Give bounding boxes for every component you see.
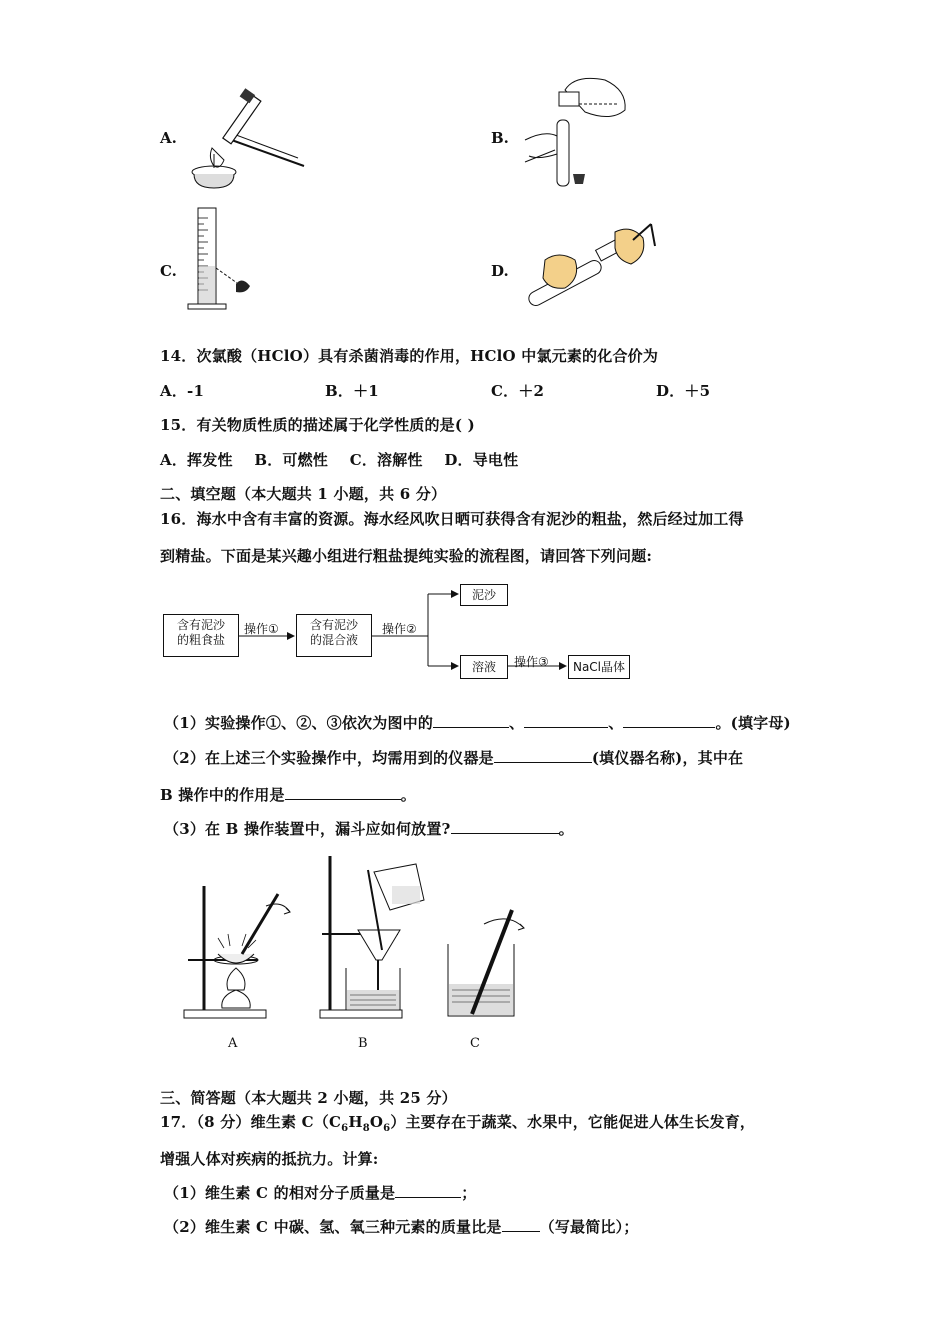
flow-box-crystal: NaCl晶体 [568,655,630,679]
q16-sub1 [164,712,791,733]
q17-sub-6a: 6 [341,1123,349,1134]
q16-sub2-blank-2[interactable] [285,785,401,800]
q15-stem: 15．有关物质性质的描述属于化学性质的是( ) [160,416,475,434]
q17-line1-a: 17．（8 分）维生素 C（C [160,1113,342,1131]
q16-sub1-blank-2[interactable] [524,713,608,728]
q16-sub1-sep-1: 、 [509,714,525,732]
q17-o: O [369,1113,384,1131]
q17-sub1-end: ； [461,1184,477,1202]
q17-sub2-blank[interactable] [502,1217,540,1232]
q17-line-1 [160,1111,755,1134]
apparatus-a-evaporation [184,886,290,1018]
q17-line-2: 增强人体对疾病的抵抗力。计算: [160,1150,379,1168]
q16-line-2: 到精盐。下面是某兴趣小组进行粗盐提纯实验的流程图，请回答下列问题: [160,547,653,565]
fig-label-a: A [228,1036,238,1051]
apparatus-c-stirring [448,910,524,1016]
q16-line-1: 16．海水中含有丰富的资源。海水经风吹日晒可获得含有泥沙的粗盐，然后经过加工得 [160,510,744,528]
q17-line1-b: ）主要存在于蔬菜、水果中，它能促进人体生长发育， [390,1113,756,1131]
q16-sub2-blank-1[interactable] [494,748,592,763]
q16-sub1-blank-3[interactable] [623,713,715,728]
option-d-label: D. [491,262,509,280]
flow-op3-label: 操作③ [514,655,549,669]
q16-sub3-blank[interactable] [451,819,559,834]
flow-op1-label: 操作① [244,622,279,636]
flow-box-sand: 泥沙 [460,584,508,606]
q16-sub3-text: （3）在 B 操作装置中，漏斗应如何放置? [164,820,451,838]
section-2-heading: 二、填空题（本大题共 1 小题，共 6 分） [160,485,447,503]
q16-sub2-text-b: (填仪器名称)，其中在 [591,749,744,767]
q16-sub1-sep-2: 、 [608,714,624,732]
apparatus-b-filtration [320,856,424,1018]
q17-sub2-end: （写最简比）； [539,1218,639,1236]
q17-sub-8: 8 [362,1123,370,1134]
q16-sub2-end: 。 [400,786,416,804]
q16-sub2-text: （2）在上述三个实验操作中，均需用到的仪器是 [164,749,494,767]
option-a-label: A. [160,129,177,147]
q17-sub2 [164,1216,639,1237]
q14-option-c: C．＋2 [491,382,545,400]
q16-sub1-blank-1[interactable] [433,713,509,728]
flow-box-solution: 溶液 [460,655,508,679]
option-c-label: C. [160,262,177,280]
option-b-label: B. [491,129,509,147]
apparatus-figure [178,850,538,1030]
flow-box-crude-salt-line1: 含有泥沙 [176,618,225,632]
q14-option-d: D．＋5 [656,382,711,400]
flow-box-mixture-line1: 含有泥沙 [309,618,358,632]
q17-sub2-text: （2）维生素 C 中碳、氢、氧三种元素的质量比是 [164,1218,502,1236]
fig-label-c: C [470,1036,480,1051]
q16-sub3 [164,818,574,839]
q16-sub1-end: 。(填字母) [715,714,791,732]
q14-stem: 14．次氯酸（HClO）具有杀菌消毒的作用，HClO 中氯元素的化合价为 [160,347,659,365]
q14-option-b: B．＋1 [325,382,379,400]
q16-sub2-text-c: B 操作中的作用是 [160,786,285,804]
q17-sub1-blank[interactable] [395,1183,461,1198]
flow-op2-label: 操作② [382,622,417,636]
q16-sub3-end: 。 [558,820,574,838]
fig-label-b: B [358,1036,368,1051]
q17-sub1-text: （1）维生素 C 的相对分子质量是 [164,1184,396,1202]
q17-sub-6b: 6 [383,1123,391,1134]
section-3-heading: 三、简答题（本大题共 2 小题，共 25 分） [160,1089,457,1107]
q16-sub1-text: （1）实验操作①、②、③依次为图中的 [164,714,434,732]
flow-box-mixture-line2: 的混合液 [309,633,358,647]
q17-sub1 [164,1182,476,1203]
q16-sub2-line2 [160,784,416,805]
q17-h: H [348,1113,363,1131]
q14-option-a: A．-1 [160,382,205,400]
flow-box-crude-salt-line2: 的粗食盐 [176,633,225,647]
q15-options: A．挥发性 B．可燃性 C．溶解性 D．导电性 [160,451,519,469]
q16-sub2 [164,747,743,768]
